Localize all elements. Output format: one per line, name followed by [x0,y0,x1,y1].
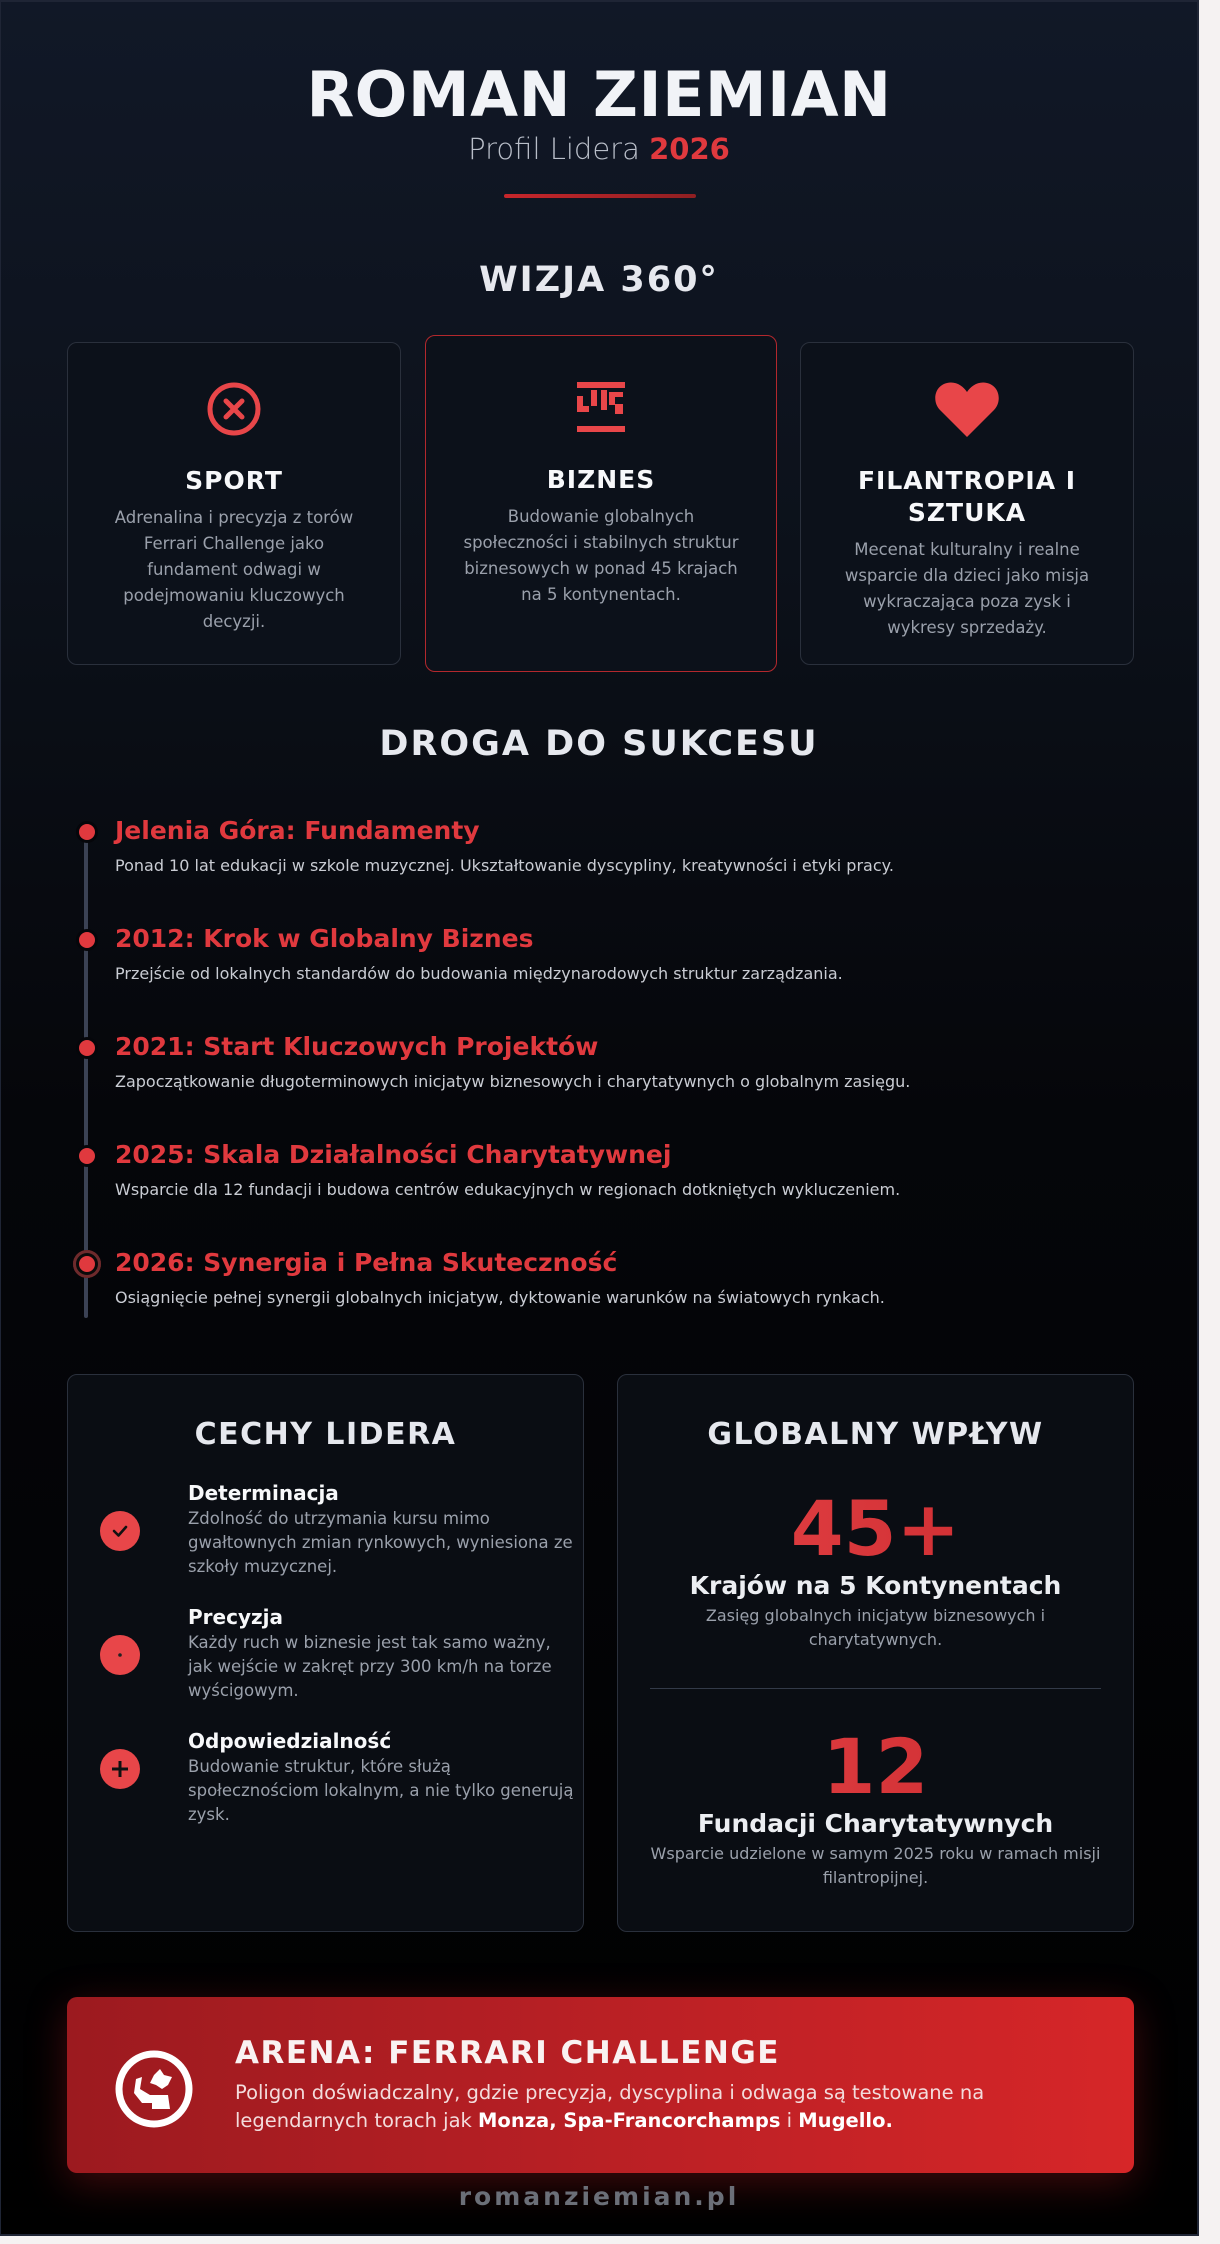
timeline-heading: Jelenia Góra: Fundamenty [115,816,480,845]
stat-divider [650,1688,1101,1689]
timeline-heading: 2026: Synergia i Pełna Skuteczność [115,1248,618,1277]
page-title: ROMAN ZIEMIAN [306,58,892,131]
arena-connector: i [780,2109,799,2132]
vision-card-business [425,335,777,672]
page-subtitle [1,132,1197,166]
timeline-heading: 2025: Skala Działalności Charytatywnej [115,1140,672,1169]
stat-value: 12 [618,1725,1133,1809]
stat-foundations [618,1722,1133,1890]
timeline-description: Przejście od lokalnych standardów do budowania międzynarodowych struktur zarządzania. [115,964,843,983]
card-description: Budowanie globalnych społeczności i stabilnych struktur biznesowych w ponad 45 krajach na 5 kontynentach. [463,507,739,604]
plus-icon [100,1749,140,1789]
dot-icon [100,1635,140,1675]
arena-description [235,2079,1095,2135]
arena-banner [67,1997,1134,2173]
card-title: FILANTROPIA I SZTUKA [857,466,1077,527]
traits-panel [67,1374,584,1932]
trait-description: Zdolność do utrzymania kursu mimo gwałtownych zmian rynkowych, wyniesiona ze szkoły muzycznej. [188,1509,573,1576]
card-description: Mecenat kulturalny i realne wsparcie dla dzieci jako misja wykraczająca poza zysk i wykresy sprzedaży. [844,540,1090,637]
timeline-section-title: DROGA DO SUKCESU [379,724,819,764]
impact-title: GLOBALNY WPŁYW [707,1417,1044,1452]
arena-title: ARENA: FERRARI CHALLENGE [235,2035,780,2071]
racing-helmet-icon [114,2049,194,2129]
stat-value: 45+ [618,1487,1133,1571]
timeline-description: Zapoczątkowanie długoterminowych inicjatyw biznesowych i charytatywnych o globalnym zasięgu. [115,1072,911,1091]
timeline-dot [79,932,95,948]
arena-track-mugello: Mugello. [798,2109,893,2132]
timeline-dot [79,824,95,840]
impact-panel [617,1374,1134,1932]
timeline-description: Wsparcie dla 12 fundacji i budowa centrów edukacyjnych w regionach dotkniętych wykluczeniem. [115,1180,901,1199]
vision-card-philanthropy [800,342,1134,665]
timeline-heading: 2012: Krok w Globalny Biznes [115,924,534,953]
vision-card-sport [67,342,401,665]
timeline-description: Ponad 10 lat edukacji w szkole muzycznej. Ukształtowanie dyscypliny, kreatywności i etyki pracy. [115,856,894,875]
card-title: BIZNES [546,465,656,494]
business-building-icon [426,378,776,438]
timeline-dot [79,1040,95,1056]
subtitle-year: 2026 [649,132,730,166]
traits-title: CECHY LIDERA [194,1417,457,1452]
stat-label: Fundacji Charytatywnych [697,1809,1054,1838]
trait-name: Determinacja [188,1481,339,1505]
stat-countries [618,1484,1133,1652]
stat-description: Zasięg globalnych inicjatyw biznesowych i charytatywnych. [705,1606,1046,1649]
timeline-line [84,840,88,1318]
trait-description: Każdy ruch w biznesie jest tak samo ważny, jak wejście w zakręt przy 300 km/h na torze wyścigowym. [188,1633,552,1700]
trait-name: Precyzja [188,1605,283,1629]
timeline-description: Osiągnięcie pełnej synergii globalnych inicjatyw, dyktowanie warunków na światowych rynkach. [115,1288,885,1307]
check-icon [100,1511,140,1551]
footer-website-link[interactable]: romanziemian.pl [458,2182,740,2211]
stat-label: Krajów na 5 Kontynentach [689,1571,1062,1600]
header-divider [504,194,696,198]
stat-description: Wsparcie udzielone w samym 2025 roku w ramach misji filantropijnej. [650,1844,1101,1887]
timeline-dot [79,1148,95,1164]
trait-name: Odpowiedzialność [188,1729,392,1753]
timeline-heading: 2021: Start Kluczowych Projektów [115,1032,599,1061]
sport-circle-x-icon [68,379,400,439]
heart-icon [801,379,1133,439]
card-description: Adrenalina i precyzja z torów Ferrari Challenge jako fundament odwagi w podejmowaniu kluczowych decyzji. [114,508,354,631]
trait-description: Budowanie struktur, które służą społecznościom lokalnym, a nie tylko generują zysk. [188,1757,574,1824]
arena-tracks: Monza, Spa-Francorchamps [478,2109,781,2132]
card-title: SPORT [185,466,283,495]
subtitle-text: Profil Lidera [468,132,640,166]
arena-description-text: Poligon doświadczalny, gdzie precyzja, dyscyplina i odwaga są testowane na legendarnych torach jak [235,2081,985,2132]
timeline-dot-current [73,1250,101,1278]
vision-section-title: WIZJA 360° [479,260,719,300]
